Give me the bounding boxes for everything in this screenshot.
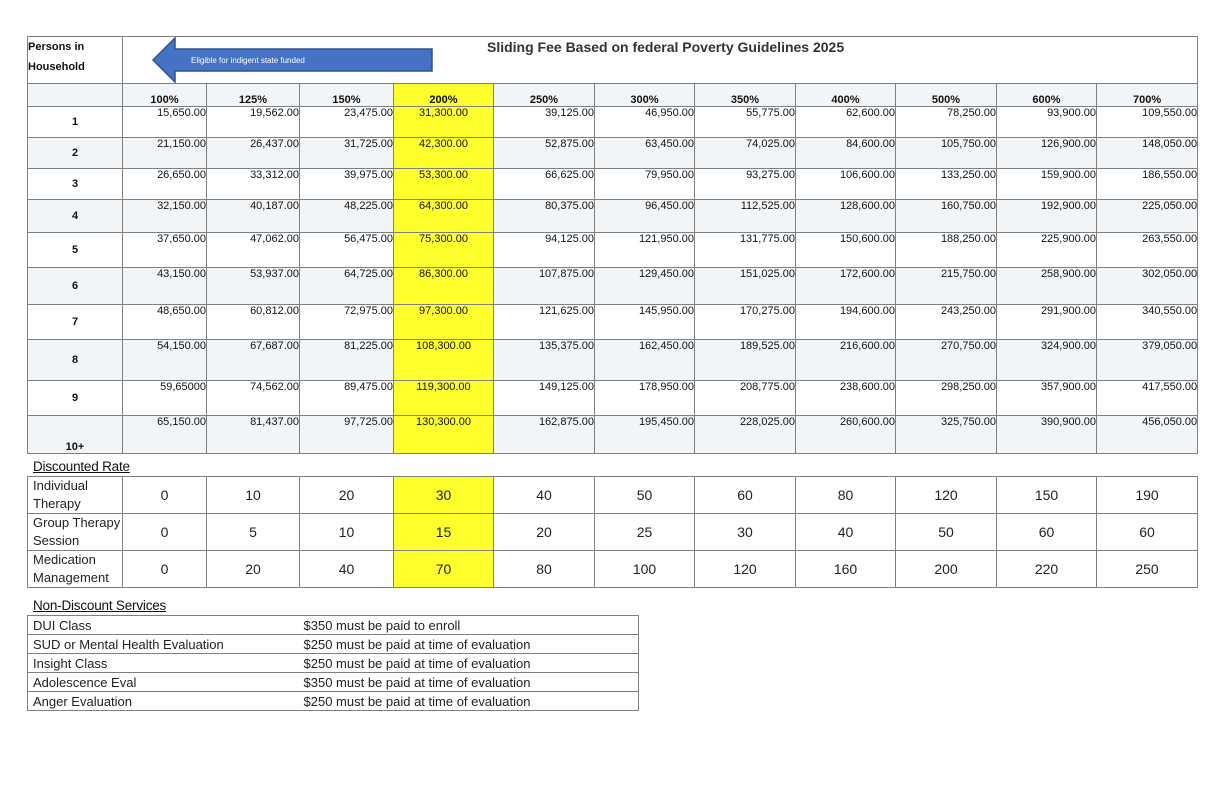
income-cell: 325,750.00 [896,416,997,454]
fee-cell: 50 [896,514,997,551]
non-discount-note: $350 must be paid at time of evaluation [299,673,639,692]
income-cell: 48,650.00 [123,305,207,340]
household-size-cell: 9 [28,381,123,416]
household-size-cell: 4 [28,200,123,233]
non-discount-row [28,616,639,635]
income-cell: 121,950.00 [595,233,695,268]
income-cell: 96,450.00 [595,200,695,233]
percentage-header: 300% [595,84,695,107]
table-row [28,138,1198,169]
income-cell: 340,550.00 [1097,305,1198,340]
income-cell: 298,250.00 [896,381,997,416]
income-cell: 43,150.00 [123,268,207,305]
income-cell: 150,600.00 [796,233,896,268]
income-cell: 39,125.00 [494,107,595,138]
income-cell: 53,300.00 [394,169,494,200]
income-cell: 59,65000 [123,381,207,416]
fee-cell: 150 [997,477,1097,514]
income-cell: 84,600.00 [796,138,896,169]
non-discount-service: SUD or Mental Health Evaluation [28,635,299,654]
income-cell: 291,900.00 [997,305,1097,340]
income-cell: 260,600.00 [796,416,896,454]
income-cell: 65,150.00 [123,416,207,454]
income-cell: 263,550.00 [1097,233,1198,268]
income-cell: 78,250.00 [896,107,997,138]
income-cell: 89,475.00 [300,381,394,416]
income-cell: 133,250.00 [896,169,997,200]
income-cell: 66,625.00 [494,169,595,200]
table-row [28,200,1198,233]
income-cell: 162,875.00 [494,416,595,454]
income-cell: 15,650.00 [123,107,207,138]
income-cell: 215,750.00 [896,268,997,305]
income-cell: 42,300.00 [394,138,494,169]
income-cell: 324,900.00 [997,340,1097,381]
fee-cell: 220 [997,551,1097,588]
income-cell: 258,900.00 [997,268,1097,305]
table-row [28,381,1198,416]
percentage-header: 150% [300,84,394,107]
income-cell: 32,150.00 [123,200,207,233]
non-discount-row [28,673,639,692]
income-cell: 74,562.00 [207,381,300,416]
income-cell: 126,900.00 [997,138,1097,169]
income-cell: 33,312.00 [207,169,300,200]
income-cell: 39,975.00 [300,169,394,200]
income-cell: 47,062.00 [207,233,300,268]
income-cell: 238,600.00 [796,381,896,416]
income-cell: 186,550.00 [1097,169,1198,200]
non-discount-note: $250 must be paid at time of evaluation [299,692,639,711]
non-discount-service: DUI Class [28,616,299,635]
table-row [28,169,1198,200]
income-cell: 170,275.00 [695,305,796,340]
percentage-header: 250% [494,84,595,107]
fee-cell: 120 [695,551,796,588]
income-cell: 31,725.00 [300,138,394,169]
household-size-cell: 6 [28,268,123,305]
fee-cell: 20 [207,551,300,588]
persons-in-household-header: Persons in Household [28,37,123,84]
fee-cell: 15 [394,514,494,551]
table-row [28,268,1198,305]
percentage-header: 125% [207,84,300,107]
fee-cell: 120 [896,477,997,514]
income-cell: 53,937.00 [207,268,300,305]
income-cell: 172,600.00 [796,268,896,305]
income-cell: 159,900.00 [997,169,1097,200]
income-cell: 109,550.00 [1097,107,1198,138]
fee-cell: 70 [394,551,494,588]
household-size-cell: 7 [28,305,123,340]
non-discount-row [28,692,639,711]
fee-cell: 20 [300,477,394,514]
percentage-header: 700% [1097,84,1198,107]
non-discount-service: Insight Class [28,654,299,673]
fee-cell: 200 [896,551,997,588]
household-size-cell: 3 [28,169,123,200]
fee-cell: 40 [300,551,394,588]
table-row [28,107,1198,138]
income-cell: 26,437.00 [207,138,300,169]
non-discount-row [28,635,639,654]
fee-cell: 5 [207,514,300,551]
income-cell: 270,750.00 [896,340,997,381]
service-name-cell: Individual Therapy [28,477,123,514]
income-cell: 86,300.00 [394,268,494,305]
income-cell: 81,437.00 [207,416,300,454]
income-cell: 21,150.00 [123,138,207,169]
income-cell: 417,550.00 [1097,381,1198,416]
fee-cell: 250 [1097,551,1198,588]
percentage-header: 600% [997,84,1097,107]
income-cell: 208,775.00 [695,381,796,416]
income-cell: 456,050.00 [1097,416,1198,454]
income-cell: 192,900.00 [997,200,1097,233]
income-cell: 64,725.00 [300,268,394,305]
percentage-header: 400% [796,84,896,107]
discounted-rate-heading: Discounted Rate [33,459,130,474]
income-cell: 225,900.00 [997,233,1097,268]
fee-cell: 40 [494,477,595,514]
income-cell: 178,950.00 [595,381,695,416]
title-row [28,37,1198,84]
household-size-cell: 5 [28,233,123,268]
percentage-header: 350% [695,84,796,107]
table-row [28,416,1198,454]
page-title: Sliding Fee Based on federal Poverty Guidelines 2025 [487,39,845,55]
fee-cell: 20 [494,514,595,551]
income-cell: 52,875.00 [494,138,595,169]
income-cell: 54,150.00 [123,340,207,381]
income-cell: 75,300.00 [394,233,494,268]
non-discount-note: $350 must be paid to enroll [299,616,639,635]
non-discount-row [28,654,639,673]
fee-cell: 10 [300,514,394,551]
percentage-header-blank [28,84,123,107]
fee-cell: 30 [695,514,796,551]
income-cell: 112,525.00 [695,200,796,233]
table-row [28,340,1198,381]
service-name-cell: Group Therapy Session [28,514,123,551]
non-discount-note: $250 must be paid at time of evaluation [299,654,639,673]
income-cell: 216,600.00 [796,340,896,381]
non-discount-service: Anger Evaluation [28,692,299,711]
discount-row [28,551,1198,588]
arrow-label: Eligible for indigent state funded [191,56,305,65]
fee-cell: 60 [695,477,796,514]
household-size-cell: 8 [28,340,123,381]
table-row [28,305,1198,340]
income-cell: 189,525.00 [695,340,796,381]
table-row [28,233,1198,268]
discount-row [28,514,1198,551]
fee-cell: 30 [394,477,494,514]
percentage-header: 100% [123,84,207,107]
income-cell: 228,025.00 [695,416,796,454]
income-cell: 79,950.00 [595,169,695,200]
income-cell: 302,050.00 [1097,268,1198,305]
eligibility-arrow [151,37,441,83]
percentage-header: 500% [896,84,997,107]
fee-cell: 0 [123,551,207,588]
poverty-guideline-table [27,36,1198,454]
non-discount-heading: Non-Discount Services [33,598,167,613]
income-cell: 108,300.00 [394,340,494,381]
income-cell: 37,650.00 [123,233,207,268]
income-cell: 390,900.00 [997,416,1097,454]
household-size-cell: 1 [28,107,123,138]
income-cell: 97,725.00 [300,416,394,454]
income-cell: 56,475.00 [300,233,394,268]
income-cell: 194,600.00 [796,305,896,340]
income-cell: 55,775.00 [695,107,796,138]
income-cell: 149,125.00 [494,381,595,416]
fee-cell: 0 [123,514,207,551]
income-cell: 26,650.00 [123,169,207,200]
income-cell: 188,250.00 [896,233,997,268]
income-cell: 357,900.00 [997,381,1097,416]
income-cell: 243,250.00 [896,305,997,340]
fee-cell: 80 [494,551,595,588]
income-cell: 23,475.00 [300,107,394,138]
income-cell: 379,050.00 [1097,340,1198,381]
fee-cell: 60 [997,514,1097,551]
income-cell: 145,950.00 [595,305,695,340]
income-cell: 74,025.00 [695,138,796,169]
income-cell: 119,300.00 [394,381,494,416]
fee-cell: 160 [796,551,896,588]
income-cell: 93,900.00 [997,107,1097,138]
income-cell: 107,875.00 [494,268,595,305]
income-cell: 81,225.00 [300,340,394,381]
income-cell: 148,050.00 [1097,138,1198,169]
non-discount-note: $250 must be paid at time of evaluation [299,635,639,654]
income-cell: 97,300.00 [394,305,494,340]
income-cell: 46,950.00 [595,107,695,138]
household-size-cell: 2 [28,138,123,169]
income-cell: 63,450.00 [595,138,695,169]
income-cell: 67,687.00 [207,340,300,381]
title-cell [123,37,1198,84]
income-cell: 19,562.00 [207,107,300,138]
discount-row [28,477,1198,514]
income-cell: 128,600.00 [796,200,896,233]
fee-cell: 0 [123,477,207,514]
fee-cell: 190 [1097,477,1198,514]
income-cell: 195,450.00 [595,416,695,454]
income-cell: 60,812.00 [207,305,300,340]
income-cell: 121,625.00 [494,305,595,340]
non-discount-services-table [27,615,639,711]
fee-cell: 100 [595,551,695,588]
income-cell: 106,600.00 [796,169,896,200]
fee-cell: 50 [595,477,695,514]
non-discount-service: Adolescence Eval [28,673,299,692]
service-name-cell: Medication Management [28,551,123,588]
income-cell: 93,275.00 [695,169,796,200]
fee-cell: 25 [595,514,695,551]
percentage-header-row [28,84,1198,107]
household-size-cell: 10+ [28,416,123,454]
income-cell: 151,025.00 [695,268,796,305]
fee-cell: 40 [796,514,896,551]
income-cell: 105,750.00 [896,138,997,169]
income-cell: 129,450.00 [595,268,695,305]
income-cell: 31,300.00 [394,107,494,138]
income-cell: 64,300.00 [394,200,494,233]
income-cell: 162,450.00 [595,340,695,381]
income-cell: 130,300.00 [394,416,494,454]
fee-cell: 60 [1097,514,1198,551]
discounted-rate-table [27,476,1198,588]
income-cell: 94,125.00 [494,233,595,268]
income-cell: 80,375.00 [494,200,595,233]
income-cell: 160,750.00 [896,200,997,233]
income-cell: 48,225.00 [300,200,394,233]
percentage-header: 200% [394,84,494,107]
income-cell: 40,187.00 [207,200,300,233]
income-cell: 62,600.00 [796,107,896,138]
income-cell: 131,775.00 [695,233,796,268]
fee-cell: 80 [796,477,896,514]
income-cell: 135,375.00 [494,340,595,381]
income-cell: 72,975.00 [300,305,394,340]
fee-cell: 10 [207,477,300,514]
income-cell: 225,050.00 [1097,200,1198,233]
